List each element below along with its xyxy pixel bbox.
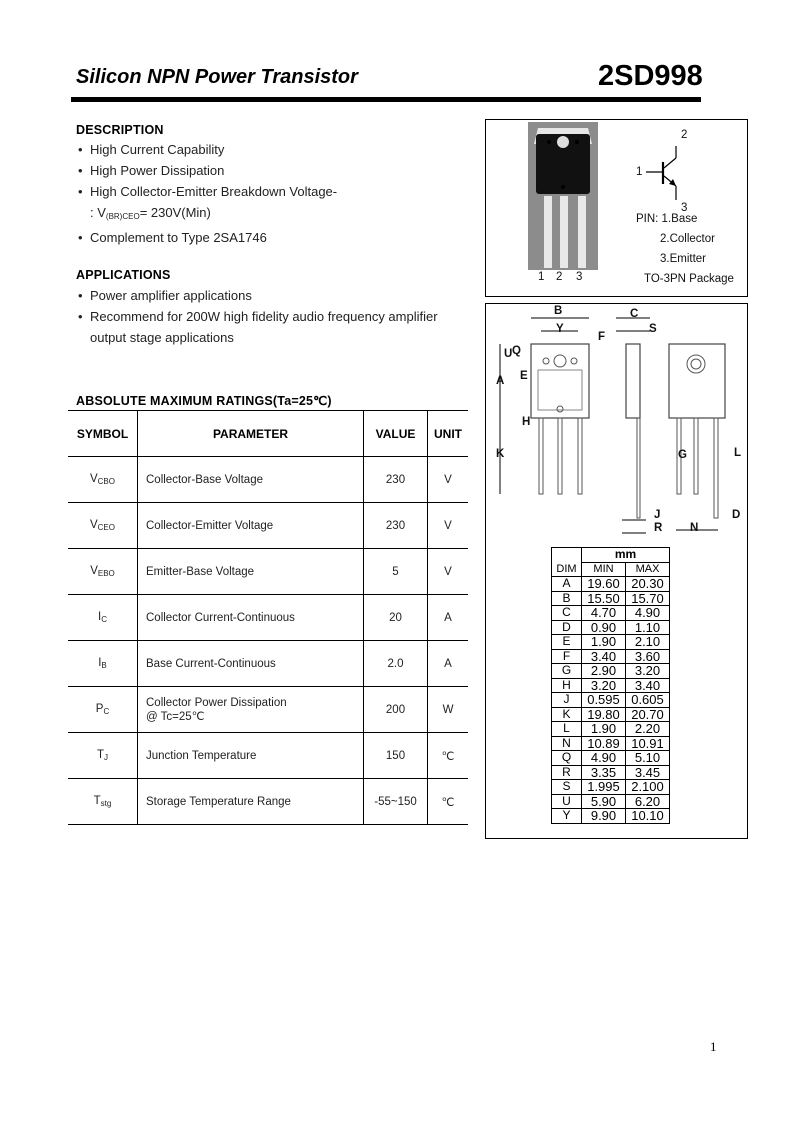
unit-cell: ℃ [428,733,469,779]
pin-line-collector: 2.Collector [660,233,715,245]
parameter-cell: Junction Temperature [138,733,364,779]
max-cell: 3.60 [626,649,670,664]
dimensions-table [551,547,670,824]
table-row [552,693,670,708]
package-photo-and-symbol [486,120,747,296]
min-cell: 19.60 [582,577,626,592]
dim-label-d: D [732,509,741,521]
max-cell: 4.90 [626,606,670,621]
table-row [552,620,670,635]
dim-label-a: A [496,375,505,387]
min-cell: 15.50 [582,591,626,606]
parameter-cell: Collector-Emitter Voltage [138,503,364,549]
dim-cell: S [552,780,582,795]
pin-line-emitter: 3.Emitter [660,253,707,265]
dim-cell: R [552,765,582,780]
list-item: • Recommend for 200W high fidelity audio frequency amplifier [78,306,438,327]
list-item: • High Power Dissipation [78,160,337,181]
mounting-hole-icon [557,136,569,148]
dim-cell: D [552,620,582,635]
min-cell: 2.90 [582,664,626,679]
table-row [552,765,670,780]
table-row [68,457,468,503]
min-cell: 1.995 [582,780,626,795]
symbol-cell: $T_{stg}$ [68,779,138,825]
symbol-cell: $P_C$ [68,687,138,733]
symbol-cell: $V_{EBO}$ [68,549,138,595]
table-row [68,687,468,733]
bullet-icon: • [78,309,83,324]
table-row [552,664,670,679]
lead-number-1: 1 [538,271,554,283]
symbol-cell: $I_C$ [68,595,138,641]
pin-line-base: PIN: 1.Base [636,213,698,225]
col-dim: DIM [552,562,582,577]
min-cell: 3.40 [582,649,626,664]
col-unit: UNIT [428,411,469,457]
symbol-cell: $T_J$ [68,733,138,779]
table-row [552,591,670,606]
dim-label-c: C [630,308,639,320]
min-cell: 3.35 [582,765,626,780]
col-symbol: SYMBOL [68,411,138,457]
package-name: TO-3PN Package [644,273,734,285]
parameter-cell: Emitter-Base Voltage [138,549,364,595]
dim-label-q: Q [512,345,521,357]
dim-cell: H [552,678,582,693]
min-cell: 1.90 [582,722,626,737]
dim-cell: A [552,577,582,592]
min-cell: 19.80 [582,707,626,722]
unit-cell: V [428,457,469,503]
package-pinout-box [485,119,748,297]
dim-cell: Q [552,751,582,766]
unit-header: mm [582,548,670,563]
table-row [68,641,468,687]
symbol-pin-collector: 2 [681,129,688,141]
lead-number-2: 2 [556,271,563,283]
bullet-icon: • [78,288,83,303]
unit-cell: A [428,641,469,687]
breakdown-voltage-line: : $V_{(BR)CEO}= 230V(Min)$ [90,205,211,221]
dim-label-y: Y [556,323,564,335]
table-header-row [68,411,468,457]
part-number: 2SD998 [598,60,703,92]
max-cell: 2.20 [626,722,670,737]
max-cell: 3.40 [626,678,670,693]
max-cell: 3.45 [626,765,670,780]
dim-label-e: E [520,370,528,382]
symbol-cell: $V_{CBO}$ [68,457,138,503]
table-row [552,707,670,722]
list-item-continuation: output stage applications [90,330,234,345]
dim-cell: B [552,591,582,606]
max-cell: 15.70 [626,591,670,606]
dim-cell: Y [552,809,582,824]
table-row [552,606,670,621]
max-cell: 20.30 [626,577,670,592]
value-cell: 200 [364,687,428,733]
dim-label-j: J [654,509,661,521]
unit-cell: ℃ [428,779,469,825]
table-row [552,577,670,592]
document-title: Silicon NPN Power Transistor [76,66,358,88]
parameter-cell: Collector-Base Voltage [138,457,364,503]
max-cell: 6.20 [626,794,670,809]
dim-cell: G [552,664,582,679]
table-row [552,635,670,650]
dim-label-h: H [522,416,531,428]
min-cell: 0.90 [582,620,626,635]
unit-cell: V [428,549,469,595]
applications-heading: APPLICATIONS [76,268,171,282]
dim-cell: E [552,635,582,650]
lead-number-3: 3 [576,271,583,283]
dim-cell: J [552,693,582,708]
table-row [552,649,670,664]
min-cell: 4.70 [582,606,626,621]
dim-cell: K [552,707,582,722]
ratings-table [68,410,468,825]
value-cell: 230 [364,503,428,549]
max-cell: 1.10 [626,620,670,635]
min-cell: 9.90 [582,809,626,824]
col-max: MAX [626,562,670,577]
max-cell: 2.100 [626,780,670,795]
header-rule [71,97,701,102]
list-item: • High Collector-Emitter Breakdown Voltage- [78,181,337,202]
description-heading: DESCRIPTION [76,123,164,137]
dim-cell: U [552,794,582,809]
dim-cell: N [552,736,582,751]
lead-2 [560,196,568,268]
min-cell: 4.90 [582,751,626,766]
value-cell: 150 [364,733,428,779]
side-view-body [626,344,640,418]
max-cell: 3.20 [626,664,670,679]
max-cell: 10.91 [626,736,670,751]
max-cell: 20.70 [626,707,670,722]
min-cell: 0.595 [582,693,626,708]
page-number: 1 [710,1039,717,1054]
min-cell: 1.90 [582,635,626,650]
dim-cell: F [552,649,582,664]
dim-cell: C [552,606,582,621]
list-item: • Complement to Type 2SA1746 [78,227,337,248]
bullet-icon: • [78,184,83,199]
bullet-icon: • [78,230,83,245]
value-cell: 2.0 [364,641,428,687]
parameter-cell: Storage Temperature Range [138,779,364,825]
max-cell: 5.10 [626,751,670,766]
table-row [68,503,468,549]
dim-label-b: B [554,305,563,317]
table-row [68,733,468,779]
ratings-heading: ABSOLUTE MAXIMUM RATINGS(Ta=25℃) [76,394,332,408]
applications-list [78,285,438,348]
min-cell: 3.20 [582,678,626,693]
dim-label-k: K [496,448,505,460]
table-row [68,549,468,595]
dim-label-r: R [654,522,663,534]
min-cell: 10.89 [582,736,626,751]
table-row [552,780,670,795]
table-row [552,809,670,824]
symbol-pin-base: 1 [636,166,643,178]
symbol-pin-emitter: 3 [681,202,688,214]
value-cell: -55~150 [364,779,428,825]
list-item: • High Current Capability [78,139,337,160]
description-list [78,139,337,248]
parameter-cell: Collector Power Dissipation @ Tc=25℃ [138,687,364,733]
table-row [552,722,670,737]
max-cell: 2.10 [626,635,670,650]
parameter-cell: Collector Current-Continuous [138,595,364,641]
max-cell: 10.10 [626,809,670,824]
value-cell: 20 [364,595,428,641]
unit-cell: V [428,503,469,549]
bullet-icon: • [78,163,83,178]
unit-cell: W [428,687,469,733]
dim-cell: L [552,722,582,737]
table-row [552,736,670,751]
value-cell: 5 [364,549,428,595]
dim-label-f: F [598,331,606,343]
col-parameter: PARAMETER [138,411,364,457]
table-row [552,751,670,766]
col-min: MIN [582,562,626,577]
dim-label-s: S [649,323,657,335]
value-cell: 230 [364,457,428,503]
symbol-cell: $I_B$ [68,641,138,687]
min-cell: 5.90 [582,794,626,809]
parameter-cell: Base Current-Continuous [138,641,364,687]
max-cell: 0.605 [626,693,670,708]
dim-label-u: U [504,348,513,360]
symbol-cell: $V_{CEO}$ [68,503,138,549]
table-row [552,794,670,809]
table-row [552,678,670,693]
dim-label-l: L [734,447,742,459]
emitter-arrow-icon [669,179,676,186]
dim-label-n: N [690,522,699,534]
unit-cell: A [428,595,469,641]
lead-3 [578,196,586,268]
dim-label-g: G [678,449,687,461]
table-row [68,595,468,641]
col-value: VALUE [364,411,428,457]
list-item: • Power amplifier applications [78,285,438,306]
table-row [68,779,468,825]
lead-1 [544,196,552,268]
bullet-icon: • [78,142,83,157]
